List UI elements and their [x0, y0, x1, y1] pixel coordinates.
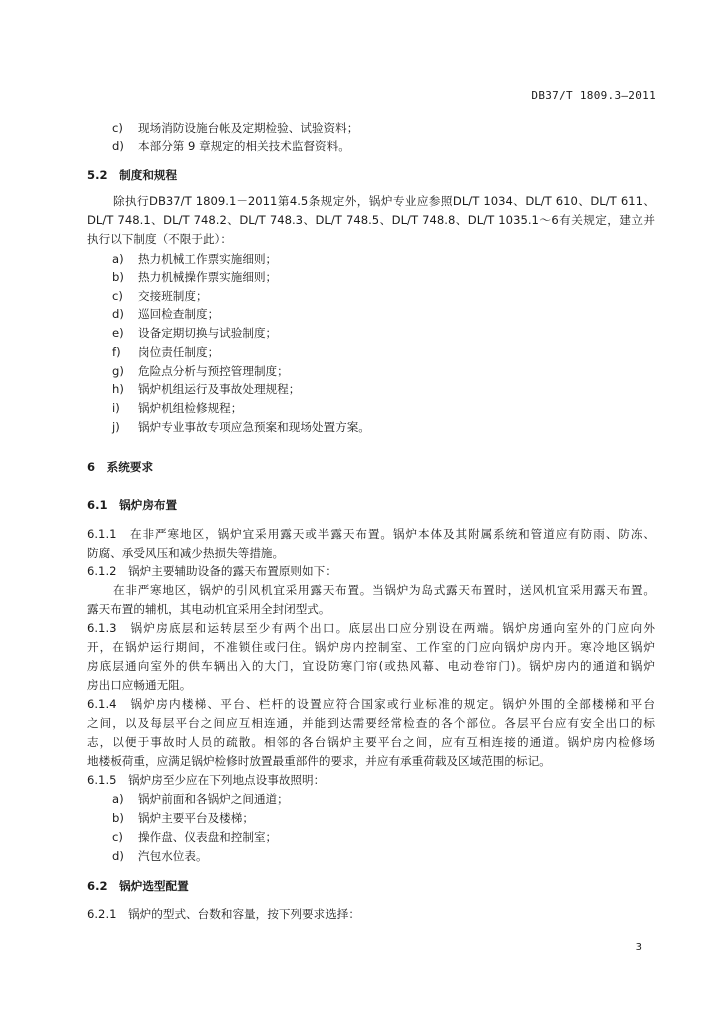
list-label: a)	[112, 792, 124, 806]
list-label: b)	[112, 270, 124, 284]
paragraph-line: 6.1.3 锅炉房底层和运转层至少有两个出口。底层出口应分别设在两端。锅炉房通向室外的门应向外	[87, 621, 655, 635]
list-label: c)	[112, 289, 123, 303]
list-label: i)	[112, 401, 120, 415]
list-item: 交接班制度；	[138, 289, 208, 303]
list-item: 锅炉前面和各锅炉之间通道；	[138, 792, 289, 806]
list-item: 危险点分析与预控管理制度；	[138, 364, 289, 378]
page-number: 3	[635, 942, 642, 953]
paragraph-line: DL/T 748.1、DL/T 748.2、DL/T 748.3、DL/T 748.5、DL/T 748.8、DL/T 1035.1～6有关规定，建立并	[87, 213, 655, 227]
paragraph-line: 防腐、承受风压和减少热损失等措施。	[87, 546, 285, 560]
list-item: 锅炉主要平台及楼梯；	[138, 811, 254, 825]
list-label: h)	[112, 382, 124, 396]
list-label: c)	[112, 830, 123, 844]
list-label: j)	[112, 420, 120, 434]
list-label: c)	[112, 121, 123, 135]
list-item: 锅炉机组检修规程；	[138, 401, 243, 415]
paragraph-line: 6.1.4 锅炉房内楼梯、平台、栏杆的设置应符合国家或行业标准的规定。锅炉外围的全部楼梯和平台	[87, 697, 655, 711]
paragraph-line: 6.1.1 在非严寒地区，锅炉宜采用露天或半露天布置。锅炉本体及其附属系统和管道应有防雨、防冻、	[87, 527, 655, 541]
list-label: d)	[112, 307, 124, 321]
paragraph-line: 志，以便于事故时人员的疏散。相邻的各台锅炉主要平台之间，应有互相连接的通道。锅炉房内检修场	[87, 735, 655, 749]
list-item: 汽包水位表。	[138, 849, 208, 863]
paragraph-line: 地楼板荷重，应满足锅炉检修时放置最重部件的要求，并应有承重荷载及区域范围的标记。	[87, 754, 551, 768]
list-item: 巡回检查制度；	[138, 307, 220, 321]
list-label: d)	[112, 849, 124, 863]
list-item: 锅炉机组运行及事故处理规程；	[138, 382, 301, 396]
paragraph-line: 露天布置的辅机，其电动机宜采用全封闭型式。	[87, 602, 331, 616]
list-item: 设备定期切换与试验制度；	[138, 326, 278, 340]
list-item: 热力机械操作票实施细则；	[138, 270, 278, 284]
section-heading-6-2: 6.2 锅炉选型配置	[87, 879, 189, 893]
section-heading-6-1: 6.1 锅炉房布置	[87, 498, 178, 512]
standard-code: DB37/T 1809.3—2011	[531, 89, 656, 102]
list-label: a)	[112, 252, 124, 266]
list-label: e)	[112, 326, 124, 340]
list-label: g)	[112, 364, 124, 378]
paragraph-line: 房出口应畅通无阻。	[87, 678, 192, 692]
section-heading-5-2: 5.2 制度和规程	[87, 168, 178, 182]
paragraph-line: 6.1.2 锅炉主要辅助设备的露天布置原则如下：	[87, 564, 337, 578]
section-heading-6: 6 系统要求	[87, 460, 154, 474]
list-item: 岗位责任制度；	[138, 345, 220, 359]
list-label: d)	[112, 139, 124, 153]
paragraph-line: 除执行DB37/T 1809.1－2011第4.5条规定外，锅炉专业应参照DL/T 1034、DL/T 610、DL/T 611、	[113, 194, 655, 208]
paragraph-line: 开，在锅炉运行期间，不准锁住或闩住。锅炉房内控制室、工作室的门应向锅炉房内开。寒冷地区锅炉	[87, 640, 655, 654]
list-item: 热力机械工作票实施细则；	[138, 252, 278, 266]
list-label: b)	[112, 811, 124, 825]
list-item: 锅炉专业事故专项应急预案和现场处置方案。	[138, 420, 370, 434]
paragraph-line: 6.2.1 锅炉的型式、台数和容量，按下列要求选择：	[87, 907, 360, 921]
paragraph-line: 6.1.5 锅炉房至少应在下列地点设事故照明：	[87, 773, 326, 787]
list-item: 现场消防设施台帐及定期检验、试验资料；	[138, 121, 359, 135]
list-item: 操作盘、仪表盘和控制室；	[138, 830, 278, 844]
list-label: f)	[112, 345, 121, 359]
paragraph-line: 在非严寒地区，锅炉的引风机宜采用露天布置。当锅炉为岛式露天布置时，送风机宜采用露天布置。	[113, 583, 655, 597]
paragraph-line: 房底层通向室外的供车辆出入的大门，宜设防寒门帘(或热风幕、电动卷帘门)。锅炉房内的通道和锅炉	[87, 659, 655, 673]
list-item: 本部分第 9 章规定的相关技术监督资料。	[138, 139, 350, 153]
paragraph-line: 执行以下制度（不限于此）：	[87, 232, 232, 246]
paragraph-line: 之间，以及每层平台之间应互相连通，并能到达需要经常检查的各个部位。各层平台应有安全出口的标	[87, 716, 655, 730]
